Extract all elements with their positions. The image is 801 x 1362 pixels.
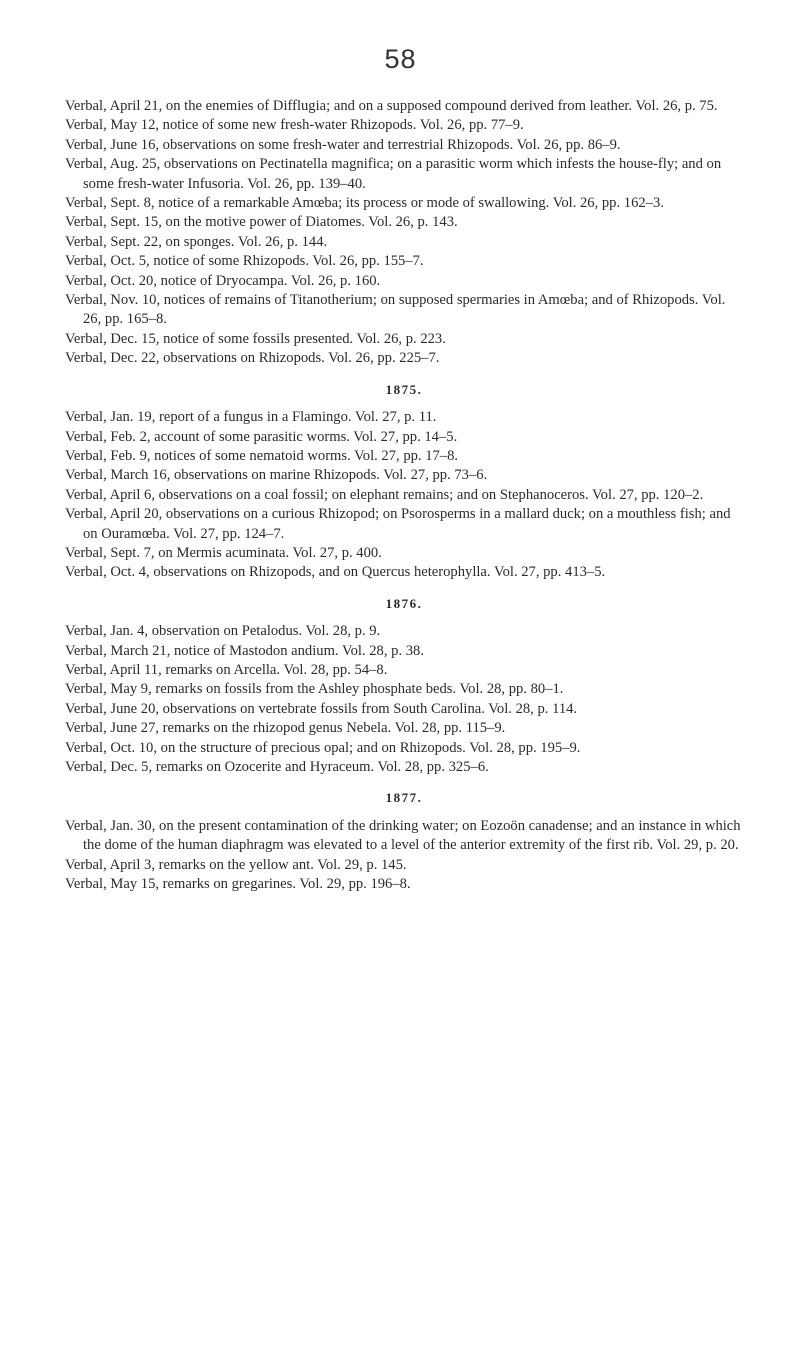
bibliography-entry: Verbal, Feb. 2, account of some parasitic worms. Vol. 27, pp. 14–5.	[65, 428, 458, 445]
year-heading: 1876.	[385, 595, 423, 611]
bibliography-entry: Verbal, June 27, remarks on the rhizopod genus Nebela. Vol. 28, pp. 115–9.	[65, 720, 506, 737]
bibliography-entry: Verbal, Sept. 8, notice of a remarkable Amœba; its process or mode of swallowing. Vol. 26, pp. 162–3.	[65, 195, 664, 212]
bibliography-entry: Verbal, Feb. 9, notices of some nematoid worms. Vol. 27, pp. 17–8.	[65, 447, 459, 464]
bibliography-entry: Verbal, March 21, notice of Mastodon andium. Vol. 28, p. 38.	[65, 642, 424, 659]
year-section	[65, 380, 743, 583]
bibliography-entry: Verbal, Aug. 25, observations on Pectinatella magnifica; on a parasitic worm which infests the house-fly; and on some fresh-water Infusoria. Vol. 26, pp. 139–40.	[65, 156, 722, 192]
bibliography-entry: Verbal, March 16, observations on marine Rhizopods. Vol. 27, pp. 73–6.	[65, 467, 488, 484]
bibliography-entry: Verbal, Dec. 5, remarks on Ozocerite and Hyraceum. Vol. 28, pp. 325–6.	[65, 759, 489, 775]
bibliography-entry: Verbal, Nov. 10, notices of remains of Titanotherium; on supposed spermaries in Amœba; and of Rhizopods. Vol. 26, pp. 165–8.	[65, 292, 726, 328]
bibliography-entry: Verbal, May 9, remarks on fossils from the Ashley phosphate beds. Vol. 28, pp. 80–1.	[65, 681, 564, 698]
bibliography-entry: Verbal, Dec. 15, notice of some fossils presented. Vol. 26, p. 223.	[65, 330, 446, 347]
page-number: 58	[384, 44, 417, 74]
bibliography-entry: Verbal, Oct. 4, observations on Rhizopods, and on Quercus heterophylla. Vol. 27, pp. 413–5.	[65, 564, 606, 581]
bibliography-entry: Verbal, Sept. 22, on sponges. Vol. 26, p. 144.	[65, 233, 328, 250]
bibliography-entry: Verbal, May 12, notice of some new fresh-water Rhizopods. Vol. 26, pp. 77–9.	[65, 117, 524, 134]
bibliography-entry: Verbal, Jan. 19, report of a fungus in a Flamingo. Vol. 27, p. 11.	[65, 409, 437, 426]
bibliography-entry: Verbal, April 20, observations on a curious Rhizopod; on Psorosperms in a mallard duck; on a mouthless fish; and on Ouramœba. Vol. 27, pp. 124–7.	[65, 506, 731, 542]
bibliography-entry: Verbal, June 20, observations on vertebrate fossils from South Carolina. Vol. 28, p. 114.	[65, 700, 578, 717]
year-section	[65, 594, 743, 778]
bibliography-entry: Verbal, Dec. 22, observations on Rhizopods. Vol. 26, pp. 225–7.	[65, 350, 440, 367]
year-heading: 1877.	[385, 790, 423, 806]
bibliography-entry: Verbal, Jan. 30, on the present contamination of the drinking water; on Eozoön canadense; and an instance in which the dome of the human diaphragm was elevated to a level of the anterior extremity of the first rib. Vol. 29, p. 20.	[65, 817, 741, 854]
year-section	[65, 97, 743, 369]
bibliography-entry: Verbal, April 3, remarks on the yellow ant. Vol. 29, p. 145.	[65, 856, 407, 873]
bibliography-entry: Verbal, Jan. 4, observation on Petalodus. Vol. 28, p. 9.	[65, 623, 381, 640]
bibliography-list	[65, 97, 743, 894]
bibliography-entry: Verbal, Oct. 5, notice of some Rhizopods. Vol. 26, pp. 155–7.	[65, 253, 424, 270]
year-section	[65, 788, 743, 894]
bibliography-entry: Verbal, April 21, on the enemies of Difflugia; and on a supposed compound derived from leather. Vol. 26, p. 75.	[65, 98, 718, 114]
bibliography-entry: Verbal, Oct. 10, on the structure of precious opal; and on Rhizopods. Vol. 28, pp. 195–9.	[65, 739, 581, 756]
bibliography-entry: Verbal, May 15, remarks on gregarines. Vol. 29, pp. 196–8.	[65, 876, 411, 893]
bibliography-entry: Verbal, Oct. 20, notice of Dryocampa. Vol. 26, p. 160.	[65, 272, 381, 289]
bibliography-entry: Verbal, April 6, observations on a coal fossil; on elephant remains; and on Stephanoceros. Vol. 27, pp. 120–2.	[65, 486, 704, 503]
bibliography-entry: Verbal, June 16, observations on some fresh-water and terrestrial Rhizopods. Vol. 26, pp. 86–9.	[65, 136, 621, 153]
year-heading: 1875.	[385, 381, 423, 397]
bibliography-entry: Verbal, Sept. 7, on Mermis acuminata. Vol. 27, p. 400.	[65, 544, 382, 561]
bibliography-entry: Verbal, April 11, remarks on Arcella. Vol. 28, pp. 54–8.	[65, 661, 388, 678]
bibliography-entry: Verbal, Sept. 15, on the motive power of Diatomes. Vol. 26, p. 143.	[65, 214, 458, 231]
